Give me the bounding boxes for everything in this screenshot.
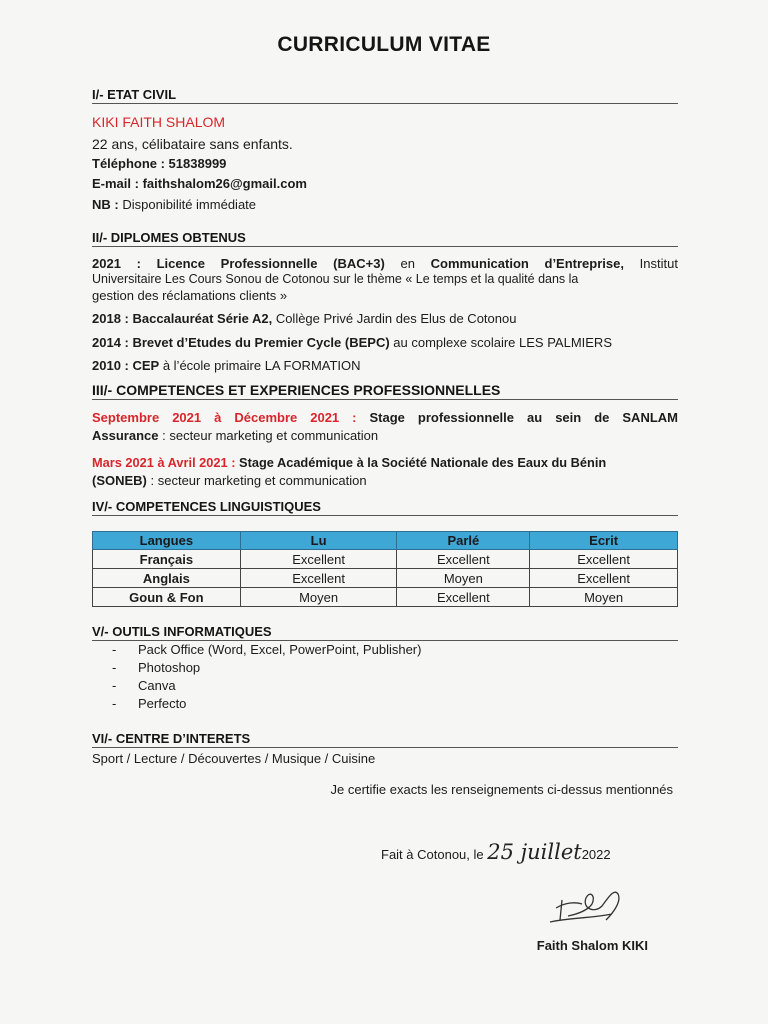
section-heading-outils: V/- OUTILS INFORMATIQUES xyxy=(92,624,678,641)
diploma-2018 xyxy=(92,311,678,326)
level-lu: Excellent xyxy=(240,569,397,588)
email: E-mail : faithshalom26@gmail.com xyxy=(92,176,307,191)
phone: Téléphone : 51838999 xyxy=(92,156,227,171)
fait-a-line xyxy=(381,840,611,864)
language-name: Français xyxy=(93,550,241,569)
table-row xyxy=(93,569,678,588)
age-status: 22 ans, célibataire sans enfants. xyxy=(92,136,293,152)
section-outils xyxy=(92,624,678,641)
section-heading-interets: VI/- CENTRE D’INTERETS xyxy=(92,731,678,748)
header-ecrit: Ecrit xyxy=(530,532,678,550)
diploma-2014-school: au complexe scolaire LES PALMIERS xyxy=(393,335,612,350)
tool-name: Perfecto xyxy=(138,696,187,711)
certification-statement: Je certifie exacts les renseignements ci-dessus mentionnés xyxy=(330,782,673,797)
diploma-2021-line1 xyxy=(92,256,678,271)
experience-2-company: (SONEB) xyxy=(92,473,147,488)
availability xyxy=(92,197,256,212)
diploma-2018-school: Collège Privé Jardin des Elus de Cotonou xyxy=(275,311,517,326)
section-heading-diplomes: II/- DIPLOMES OBTENUS xyxy=(92,230,678,247)
languages-table xyxy=(92,531,678,607)
section-heading-experiences: III/- COMPETENCES ET EXPERIENCES PROFESSIONNELLES xyxy=(92,382,678,400)
bullet-dash: - xyxy=(112,678,117,693)
bullet-dash: - xyxy=(112,642,117,657)
fait-year: 2022 xyxy=(581,847,611,862)
level-lu: Moyen xyxy=(240,588,397,607)
diploma-2010 xyxy=(92,358,678,373)
diploma-2021-line3: gestion des réclamations clients » xyxy=(92,288,288,303)
signature-name: Faith Shalom KIKI xyxy=(536,938,648,953)
bullet-dash: - xyxy=(112,696,117,711)
diploma-2021-line2: Universitaire Les Cours Sonou de Cotonou sur le thème « Le temps et la qualité dans la xyxy=(92,272,579,286)
experience-2-dates: Mars 2021 à Avril 2021 : xyxy=(92,455,236,470)
language-name: Anglais xyxy=(93,569,241,588)
level-parle: Moyen xyxy=(397,569,530,588)
fait-prefix: Fait à Cotonou, le xyxy=(381,847,484,862)
diploma-2010-school: à l’école primaire LA FORMATION xyxy=(162,358,361,373)
level-parle: Excellent xyxy=(397,588,530,607)
table-row xyxy=(93,550,678,569)
language-name: Goun & Fon xyxy=(93,588,241,607)
level-ecrit: Moyen xyxy=(530,588,678,607)
experience-2-line1 xyxy=(92,455,678,470)
experience-1-title: Stage professionnelle au sein de SANLAM xyxy=(369,410,678,425)
section-interets xyxy=(92,731,678,748)
diploma-2014 xyxy=(92,335,678,350)
interests-text: Sport / Lecture / Découvertes / Musique / Cuisine xyxy=(92,751,376,766)
tool-name: Pack Office (Word, Excel, PowerPoint, Publisher) xyxy=(138,642,422,657)
experience-2-line2 xyxy=(92,473,678,488)
signature-image xyxy=(548,880,638,930)
experience-2-sector: : secteur marketing et communication xyxy=(150,473,367,488)
nb-value: Disponibilité immédiate xyxy=(122,197,257,212)
section-langues xyxy=(92,499,678,516)
page-title: CURRICULUM VITAE xyxy=(277,33,491,56)
level-parle: Excellent xyxy=(397,550,530,569)
section-heading-etat-civil: I/- ETAT CIVIL xyxy=(92,87,678,104)
experience-1-line2 xyxy=(92,428,678,443)
section-experiences xyxy=(92,382,678,400)
tool-name: Photoshop xyxy=(138,660,201,675)
diploma-2010-title: 2010 : CEP xyxy=(92,358,160,373)
handwritten-date: 25 juillet xyxy=(487,840,582,864)
bullet-dash: - xyxy=(112,660,117,675)
experience-1-line1 xyxy=(92,410,678,425)
header-lu: Lu xyxy=(240,532,397,550)
diploma-2018-title: 2018 : Baccalauréat Série A2, xyxy=(92,311,273,326)
diploma-2021-title: Licence Professionnelle (BAC+3) xyxy=(156,256,385,271)
table-row xyxy=(93,588,678,607)
level-ecrit: Excellent xyxy=(530,569,678,588)
experience-2-title: Stage Académique à la Société Nationale des Eaux du Bénin xyxy=(239,455,607,470)
experience-1-company: Assurance xyxy=(92,428,159,443)
level-ecrit: Excellent xyxy=(530,550,678,569)
section-etat-civil xyxy=(92,87,678,104)
section-diplomes xyxy=(92,230,678,247)
candidate-name: KIKI FAITH SHALOM xyxy=(92,114,226,130)
diploma-2014-title: 2014 : Brevet d’Etudes du Premier Cycle (BEPC) xyxy=(92,335,390,350)
experience-1-sector: : secteur marketing et communication xyxy=(162,428,379,443)
level-lu: Excellent xyxy=(240,550,397,569)
table-header-row xyxy=(93,532,678,550)
diploma-2021-en: en xyxy=(400,256,415,271)
diploma-2021-inst: Institut xyxy=(639,256,678,271)
diploma-2021-year: 2021 : xyxy=(92,256,141,271)
diploma-2021-field: Communication d’Entreprise, xyxy=(430,256,624,271)
header-langues: Langues xyxy=(93,532,241,550)
nb-label: NB : xyxy=(92,197,119,212)
experience-1-dates: Septembre 2021 à Décembre 2021 : xyxy=(92,410,357,425)
tool-name: Canva xyxy=(138,678,176,693)
header-parle: Parlé xyxy=(397,532,530,550)
section-heading-langues: IV/- COMPETENCES LINGUISTIQUES xyxy=(92,499,678,516)
